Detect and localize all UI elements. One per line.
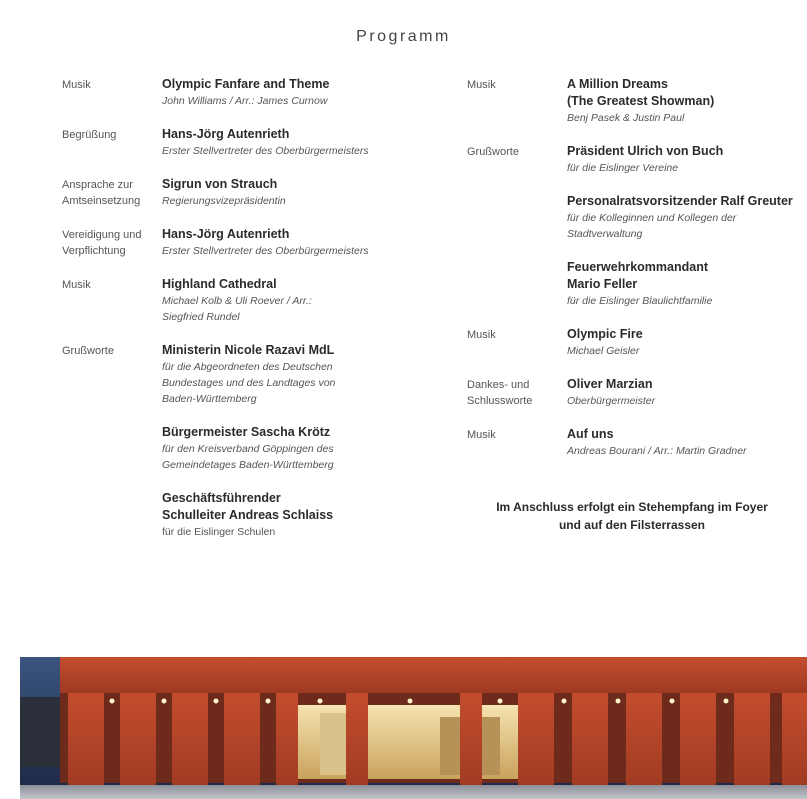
program-description: Michael Kolb & Uli Roever / Arr.: Siegfried Rundel — [162, 295, 312, 323]
program-name: Hans-Jörg Autenrieth — [162, 127, 290, 141]
program-description: Andreas Bourani / Arr.: Martin Gradner — [567, 445, 747, 457]
program-entry — [567, 376, 803, 409]
program-category: Musik — [467, 79, 496, 91]
program-category: Musik — [62, 279, 91, 291]
closing-note: Im Anschluss erfolgt ein Stehempfang im Foyer und auf den Filsterrassen — [496, 500, 768, 532]
program-description: Erster Stellvertreter des Oberbürgermeisters — [162, 245, 369, 257]
program-category — [62, 490, 162, 540]
program-name: Auf uns — [567, 427, 614, 441]
program-entry — [567, 426, 803, 459]
program-item — [467, 76, 803, 126]
program-description: für den Kreisverband Göppingen des Gemeindetages Baden-Württemberg — [162, 443, 334, 471]
program-column-left — [62, 76, 402, 557]
program-name: Olympic Fanfare and Theme — [162, 77, 330, 91]
program-item — [467, 143, 803, 176]
program-entry — [162, 276, 402, 325]
program-entry — [567, 193, 803, 242]
program-description: für die Kolleginnen und Kollegen der Stadtverwaltung — [567, 212, 737, 240]
program-entry — [162, 226, 402, 259]
program-item — [62, 342, 402, 407]
program-entry — [567, 76, 803, 126]
building-photo-image — [20, 657, 807, 799]
program-name: Hans-Jörg Autenrieth — [162, 227, 290, 241]
program-item — [62, 176, 402, 209]
program-column-right — [467, 76, 803, 476]
program-name: Präsident Ulrich von Buch — [567, 144, 724, 158]
program-item — [467, 259, 803, 309]
program-name: Sigrun von Strauch — [162, 177, 278, 191]
program-category: Musik — [467, 329, 496, 341]
program-description: Regierungsvizepräsidentin — [162, 195, 286, 207]
program-description: Michael Geisler — [567, 345, 640, 357]
program-description: Oberbürgermeister — [567, 395, 656, 407]
program-entry — [567, 259, 803, 309]
program-item — [467, 376, 803, 409]
program-description: Benj Pasek & Justin Paul — [567, 112, 685, 124]
program-category: Grußworte — [62, 345, 114, 357]
program-entry — [162, 490, 402, 540]
program-category: Dankes- und Schlussworte — [467, 379, 533, 407]
program-entry — [162, 424, 402, 473]
program-entry — [162, 126, 402, 159]
program-description: Erster Stellvertreter des Oberbürgermeisters — [162, 145, 369, 157]
program-category: Musik — [467, 429, 496, 441]
program-item — [62, 226, 402, 259]
program-name: Bürgermeister Sascha Krötz — [162, 425, 331, 439]
program-name: Geschäftsführender Schulleiter Andreas Schlaiss — [162, 491, 334, 522]
program-entry — [567, 326, 803, 359]
program-name: Oliver Marzian — [567, 377, 653, 391]
program-name: Feuerwehrkommandant Mario Feller — [567, 260, 709, 291]
program-name: Olympic Fire — [567, 327, 643, 341]
program-entry — [567, 143, 803, 176]
program-description: John Williams / Arr.: James Curnow — [162, 95, 328, 107]
building-photo — [20, 657, 807, 799]
program-item — [467, 193, 803, 242]
program-name: Ministerin Nicole Razavi MdL — [162, 343, 335, 357]
program-item — [62, 276, 402, 325]
program-description: für die Abgeordneten des Deutschen Bundestages und des Landtages von Baden-Württemberg — [162, 361, 336, 405]
program-category — [467, 193, 567, 242]
program-name: A Million Dreams (The Greatest Showman) — [567, 77, 715, 108]
program-category: Begrüßung — [62, 129, 117, 141]
program-item — [62, 126, 402, 159]
program-description: für die Eislinger Vereine — [567, 162, 679, 174]
program-category: Grußworte — [467, 146, 519, 158]
program-name: Personalratsvorsitzender Ralf Greuter — [567, 194, 793, 208]
program-description: für die Eislinger Schulen — [162, 526, 276, 538]
program-category: Vereidigung und Verpflichtung — [62, 229, 142, 257]
program-entry — [162, 342, 402, 407]
program-item — [467, 326, 803, 359]
program-category: Ansprache zur Amtseinsetzung — [62, 179, 141, 207]
program-entry — [162, 176, 402, 209]
program-name: Highland Cathedral — [162, 277, 277, 291]
page-title: Programm — [356, 28, 451, 45]
program-category: Musik — [62, 79, 91, 91]
program-category — [467, 259, 567, 309]
program-category — [62, 424, 162, 473]
program-item — [467, 426, 803, 459]
program-item — [62, 76, 402, 109]
program-description: für die Eislinger Blaulichtfamilie — [567, 295, 713, 307]
program-item — [62, 490, 402, 540]
program-item — [62, 424, 402, 473]
program-entry — [162, 76, 402, 109]
